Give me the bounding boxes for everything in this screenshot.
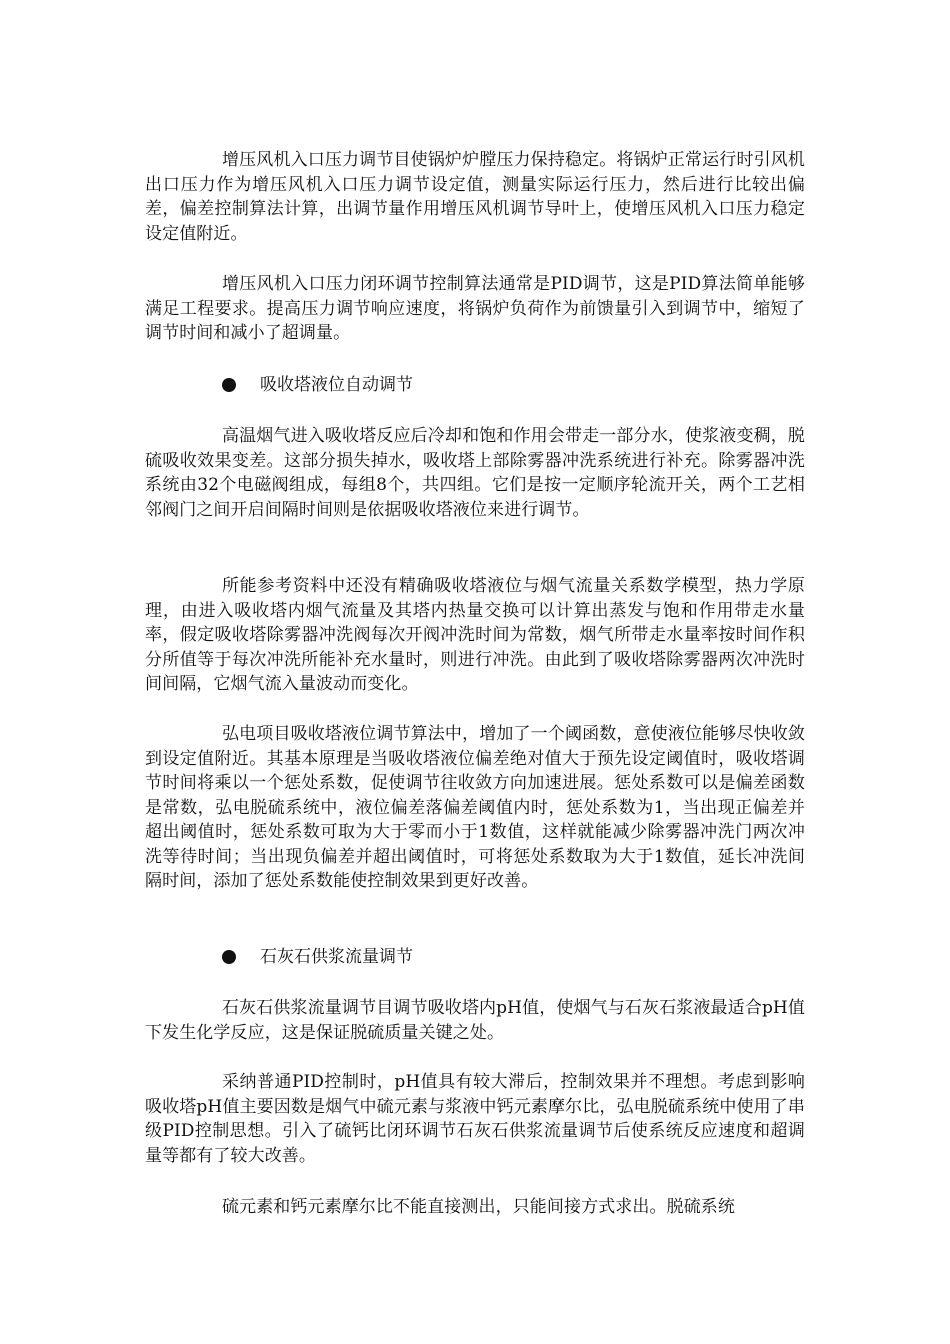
paragraph-molar-ratio: 硫元素和钙元素摩尔比不能直接测出，只能间接方式求出。脱硫系统 bbox=[222, 1197, 735, 1217]
section-heading-limestone-flow bbox=[222, 945, 413, 969]
paragraph-absorber-water-loss: 高温烟气进入吸收塔反应后冷却和饱和作用会带走一部分水，使浆液变稠，脱硫吸收效果变差。这部分损失掉水，吸收塔上部除雾器冲洗系统进行补充。除雾器冲洗系统由32个电磁阀组成，每组8个，共四组。它们是按一定顺序轮流开关，两个工艺相邻阀门之间开启间隔时间则是依据吸收塔液位来进行调节。 bbox=[145, 426, 805, 520]
paragraph-cascade-pid: 采纳普通PID控制时，pH值具有较大滞后，控制效果并不理想。考虑到影响吸收塔pH值主要因数是烟气中硫元素与浆液中钙元素摩尔比，弘电脱硫系统中使用了串级PID控制思想。引入了硫钙比闭环调节石灰石供浆流量调节后使系统反应速度和超调量等都有了较大改善。 bbox=[145, 1072, 805, 1166]
paragraph-ph-control: 石灰石供浆流量调节目调节吸收塔内pH值，使烟气与石灰石浆液最适合pH值下发生化学反应，这是保证脱硫质量关键之处。 bbox=[145, 998, 805, 1043]
section-heading-absorber-level bbox=[222, 373, 413, 397]
paragraph-booster-fan-pressure: 增压风机入口压力调节目使锅炉炉膛压力保持稳定。将锅炉正常运行时引风机出口压力作为增压风机入口压力调节设定值，测量实际运行压力，然后进行比较出偏差，偏差控制算法计算，出调节量作用增压风机调节导叶上，使增压风机入口压力稳定设定值附近。 bbox=[145, 150, 805, 244]
paragraph-reference-model: 所能参考资料中还没有精确吸收塔液位与烟气流量关系数学模型，热力学原理，由进入吸收塔内烟气流量及其塔内热量交换可以计算出蒸发与饱和作用带走水量率，假定吸收塔除雾器冲洗阀每次开阀冲洗时间为常数，烟气所带走水量率按时间作积分所值等于每次冲洗所能补充水量时，则进行冲洗。由此到了吸收塔除雾器两次冲洗时间间隔，它烟气流入量波动而变化。 bbox=[145, 576, 805, 694]
bullet-icon bbox=[222, 950, 236, 964]
bullet-icon bbox=[222, 378, 236, 392]
paragraph-pid-control: 增压风机入口压力闭环调节控制算法通常是PID调节，这是PID算法简单能够满足工程要求。提高压力调节响应速度，将锅炉负荷作为前馈量引入到调节中，缩短了调节时间和减小了超调量。 bbox=[145, 274, 805, 343]
paragraph-threshold-function: 弘电项目吸收塔液位调节算法中，增加了一个阈函数，意使液位能够尽快收敛到设定值附近。其基本原理是当吸收塔液位偏差绝对值大于预先设定阈值时，吸收塔调节时间将乘以一个惩处系数，促使调节往收敛方向加速进展。惩处系数可以是偏差函数是常数，弘电脱硫系统中，液位偏差落偏差阈值内时，惩处系数为1，当出现正偏差并超出阈值时，惩处系数可取为大于零而小于1数值，这样就能减少除雾器冲洗门两次冲洗等待时间；当出现负偏差并超出阈值时，可将惩处系数取为大于1数值，延长冲洗间隔时间，添加了惩处系数能使控制效果到更好改善。 bbox=[145, 724, 805, 891]
heading-text: 吸收塔液位自动调节 bbox=[260, 375, 413, 395]
heading-text: 石灰石供浆流量调节 bbox=[260, 947, 413, 967]
